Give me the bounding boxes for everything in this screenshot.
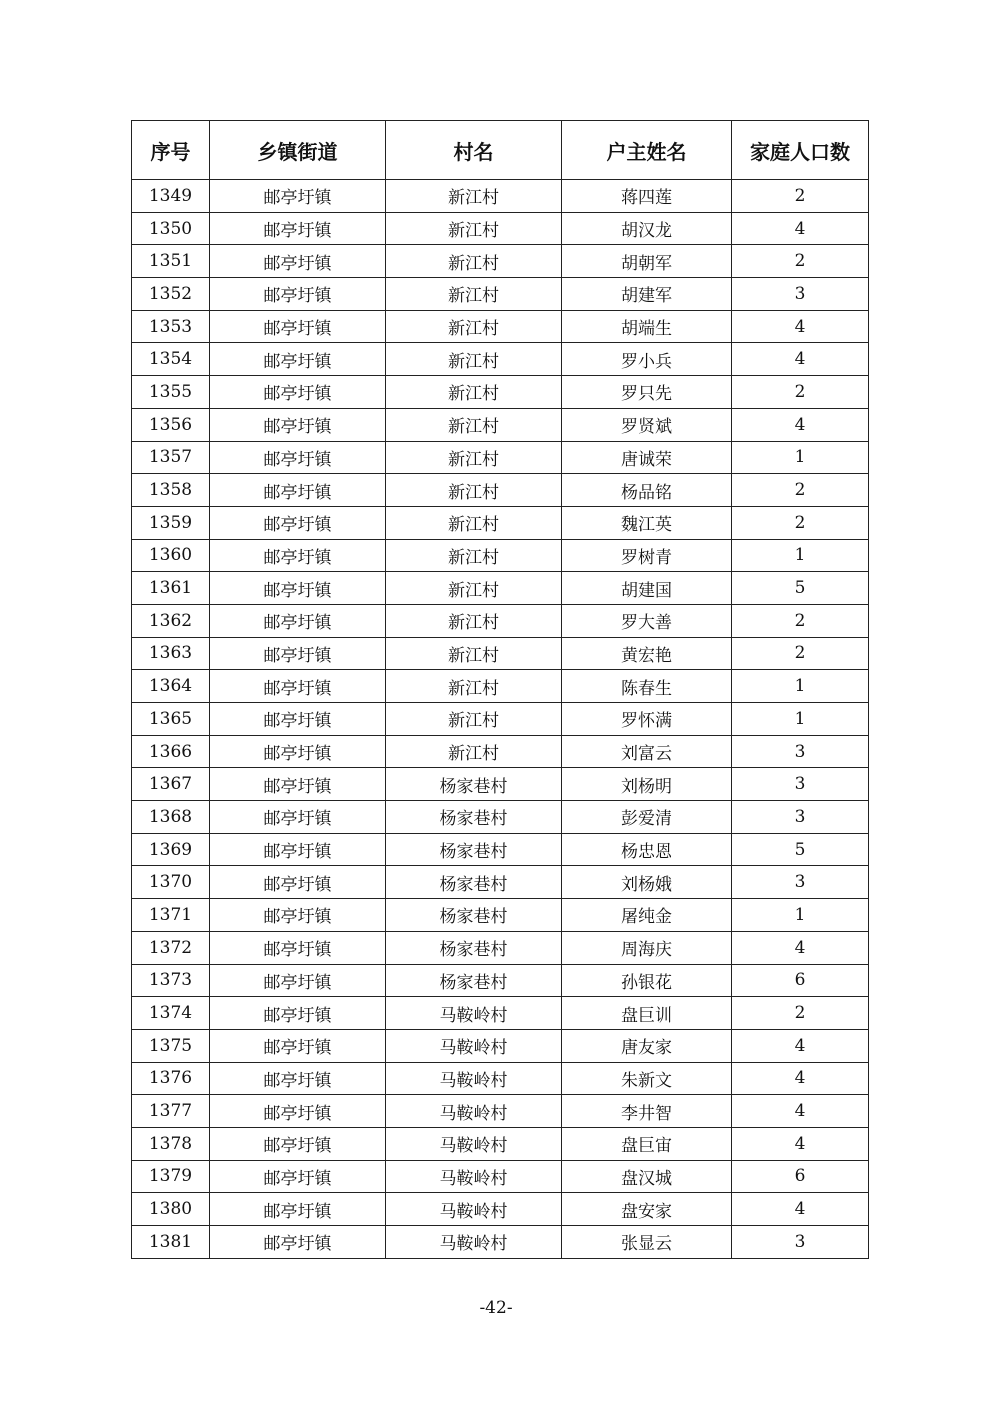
table-row: [132, 441, 869, 474]
town-cell: 邮亭圩镇: [210, 899, 386, 932]
householder-cell: 罗大善: [562, 604, 732, 637]
town-cell: 邮亭圩镇: [210, 212, 386, 245]
village-cell: 杨家巷村: [386, 931, 562, 964]
householder-cell: 盘巨宙: [562, 1127, 732, 1160]
village-cell: 新江村: [386, 604, 562, 637]
village-cell: 马鞍岭村: [386, 1029, 562, 1062]
serial-number-cell: 1372: [132, 931, 210, 964]
table-row: [132, 278, 869, 311]
village-cell: 新江村: [386, 278, 562, 311]
town-cell: 邮亭圩镇: [210, 1127, 386, 1160]
family-size-cell: 6: [732, 964, 869, 997]
town-cell: 邮亭圩镇: [210, 474, 386, 507]
family-size-cell: 2: [732, 604, 869, 637]
table-row: [132, 670, 869, 703]
table-row: [132, 931, 869, 964]
table-row: [132, 539, 869, 572]
town-cell: 邮亭圩镇: [210, 278, 386, 311]
village-cell: 马鞍岭村: [386, 997, 562, 1030]
table-row: [132, 833, 869, 866]
header-village-name: 村名: [386, 121, 562, 180]
village-cell: 杨家巷村: [386, 768, 562, 801]
family-size-cell: 6: [732, 1160, 869, 1193]
family-size-cell: 2: [732, 376, 869, 409]
header-row: [132, 121, 869, 180]
town-cell: 邮亭圩镇: [210, 801, 386, 834]
serial-number-cell: 1352: [132, 278, 210, 311]
serial-number-cell: 1376: [132, 1062, 210, 1095]
householder-cell: 盘安家: [562, 1193, 732, 1226]
village-cell: 新江村: [386, 670, 562, 703]
town-cell: 邮亭圩镇: [210, 1062, 386, 1095]
householder-cell: 周海庆: [562, 931, 732, 964]
serial-number-cell: 1354: [132, 343, 210, 376]
table-row: [132, 604, 869, 637]
village-cell: 杨家巷村: [386, 964, 562, 997]
serial-number-cell: 1369: [132, 833, 210, 866]
town-cell: 邮亭圩镇: [210, 637, 386, 670]
town-cell: 邮亭圩镇: [210, 768, 386, 801]
householder-cell: 黄宏艳: [562, 637, 732, 670]
serial-number-cell: 1379: [132, 1160, 210, 1193]
village-cell: 新江村: [386, 180, 562, 213]
family-size-cell: 4: [732, 310, 869, 343]
village-cell: 马鞍岭村: [386, 1160, 562, 1193]
village-cell: 新江村: [386, 506, 562, 539]
householder-cell: 蒋四莲: [562, 180, 732, 213]
family-size-cell: 2: [732, 245, 869, 278]
town-cell: 邮亭圩镇: [210, 310, 386, 343]
village-cell: 马鞍岭村: [386, 1095, 562, 1128]
family-size-cell: 1: [732, 703, 869, 736]
table-row: [132, 343, 869, 376]
town-cell: 邮亭圩镇: [210, 376, 386, 409]
town-cell: 邮亭圩镇: [210, 735, 386, 768]
village-cell: 新江村: [386, 572, 562, 605]
family-size-cell: 4: [732, 408, 869, 441]
householder-cell: 李井智: [562, 1095, 732, 1128]
serial-number-cell: 1351: [132, 245, 210, 278]
family-size-cell: 4: [732, 1193, 869, 1226]
family-size-cell: 3: [732, 278, 869, 311]
serial-number-cell: 1367: [132, 768, 210, 801]
village-cell: 马鞍岭村: [386, 1062, 562, 1095]
village-cell: 新江村: [386, 539, 562, 572]
family-size-cell: 1: [732, 670, 869, 703]
table-row: [132, 801, 869, 834]
serial-number-cell: 1370: [132, 866, 210, 899]
table-row: [132, 768, 869, 801]
family-size-cell: 4: [732, 212, 869, 245]
serial-number-cell: 1358: [132, 474, 210, 507]
householder-cell: 朱新文: [562, 1062, 732, 1095]
serial-number-cell: 1349: [132, 180, 210, 213]
family-size-cell: 5: [732, 572, 869, 605]
table-body: [132, 180, 869, 1259]
serial-number-cell: 1355: [132, 376, 210, 409]
serial-number-cell: 1365: [132, 703, 210, 736]
town-cell: 邮亭圩镇: [210, 604, 386, 637]
family-size-cell: 3: [732, 768, 869, 801]
table-row: [132, 964, 869, 997]
householder-cell: 杨忠恩: [562, 833, 732, 866]
village-cell: 新江村: [386, 310, 562, 343]
table-row: [132, 703, 869, 736]
town-cell: 邮亭圩镇: [210, 931, 386, 964]
householder-cell: 罗小兵: [562, 343, 732, 376]
serial-number-cell: 1368: [132, 801, 210, 834]
village-cell: 马鞍岭村: [386, 1226, 562, 1259]
village-cell: 杨家巷村: [386, 801, 562, 834]
serial-number-cell: 1381: [132, 1226, 210, 1259]
town-cell: 邮亭圩镇: [210, 245, 386, 278]
family-size-cell: 3: [732, 801, 869, 834]
family-size-cell: 4: [732, 1029, 869, 1062]
householder-cell: 张显云: [562, 1226, 732, 1259]
serial-number-cell: 1360: [132, 539, 210, 572]
family-size-cell: 1: [732, 899, 869, 932]
village-cell: 新江村: [386, 441, 562, 474]
serial-number-cell: 1361: [132, 572, 210, 605]
village-cell: 杨家巷村: [386, 866, 562, 899]
table-row: [132, 866, 869, 899]
village-cell: 新江村: [386, 376, 562, 409]
householder-cell: 唐友家: [562, 1029, 732, 1062]
householder-cell: 胡建军: [562, 278, 732, 311]
serial-number-cell: 1353: [132, 310, 210, 343]
table-row: [132, 408, 869, 441]
table-row: [132, 1193, 869, 1226]
town-cell: 邮亭圩镇: [210, 866, 386, 899]
householder-cell: 罗贤斌: [562, 408, 732, 441]
village-cell: 新江村: [386, 474, 562, 507]
table-header: [132, 121, 869, 180]
village-cell: 杨家巷村: [386, 833, 562, 866]
householder-cell: 杨品铭: [562, 474, 732, 507]
serial-number-cell: 1359: [132, 506, 210, 539]
table-row: [132, 310, 869, 343]
table-row: [132, 1062, 869, 1095]
householder-cell: 唐诚荣: [562, 441, 732, 474]
householder-cell: 罗树青: [562, 539, 732, 572]
family-size-cell: 5: [732, 833, 869, 866]
serial-number-cell: 1356: [132, 408, 210, 441]
town-cell: 邮亭圩镇: [210, 1193, 386, 1226]
householder-cell: 刘富云: [562, 735, 732, 768]
householder-cell: 胡朝军: [562, 245, 732, 278]
town-cell: 邮亭圩镇: [210, 833, 386, 866]
householder-cell: 屠纯金: [562, 899, 732, 932]
header-householder-name: 户主姓名: [562, 121, 732, 180]
householder-cell: 罗只先: [562, 376, 732, 409]
serial-number-cell: 1364: [132, 670, 210, 703]
family-size-cell: 4: [732, 1127, 869, 1160]
village-cell: 新江村: [386, 245, 562, 278]
serial-number-cell: 1371: [132, 899, 210, 932]
village-cell: 新江村: [386, 212, 562, 245]
serial-number-cell: 1374: [132, 997, 210, 1030]
householder-cell: 陈春生: [562, 670, 732, 703]
town-cell: 邮亭圩镇: [210, 441, 386, 474]
family-size-cell: 2: [732, 506, 869, 539]
town-cell: 邮亭圩镇: [210, 1029, 386, 1062]
serial-number-cell: 1378: [132, 1127, 210, 1160]
village-cell: 新江村: [386, 735, 562, 768]
serial-number-cell: 1375: [132, 1029, 210, 1062]
table-row: [132, 506, 869, 539]
family-size-cell: 3: [732, 866, 869, 899]
town-cell: 邮亭圩镇: [210, 343, 386, 376]
householder-cell: 盘巨训: [562, 997, 732, 1030]
family-size-cell: 2: [732, 180, 869, 213]
householder-cell: 胡建国: [562, 572, 732, 605]
table-row: [132, 1160, 869, 1193]
householder-cell: 刘杨娥: [562, 866, 732, 899]
householder-cell: 罗怀满: [562, 703, 732, 736]
family-size-cell: 4: [732, 343, 869, 376]
family-size-cell: 3: [732, 1226, 869, 1259]
family-size-cell: 3: [732, 735, 869, 768]
table-row: [132, 212, 869, 245]
town-cell: 邮亭圩镇: [210, 180, 386, 213]
family-size-cell: 2: [732, 474, 869, 507]
village-cell: 新江村: [386, 343, 562, 376]
serial-number-cell: 1350: [132, 212, 210, 245]
table-row: [132, 572, 869, 605]
family-size-cell: 1: [732, 539, 869, 572]
family-size-cell: 4: [732, 931, 869, 964]
town-cell: 邮亭圩镇: [210, 964, 386, 997]
town-cell: 邮亭圩镇: [210, 539, 386, 572]
town-cell: 邮亭圩镇: [210, 670, 386, 703]
householder-cell: 刘杨明: [562, 768, 732, 801]
serial-number-cell: 1366: [132, 735, 210, 768]
town-cell: 邮亭圩镇: [210, 997, 386, 1030]
table-row: [132, 899, 869, 932]
village-cell: 新江村: [386, 703, 562, 736]
town-cell: 邮亭圩镇: [210, 506, 386, 539]
serial-number-cell: 1363: [132, 637, 210, 670]
village-cell: 杨家巷村: [386, 899, 562, 932]
town-cell: 邮亭圩镇: [210, 1095, 386, 1128]
serial-number-cell: 1380: [132, 1193, 210, 1226]
table-row: [132, 1127, 869, 1160]
header-town-street: 乡镇街道: [210, 121, 386, 180]
family-size-cell: 4: [732, 1062, 869, 1095]
householder-cell: 孙银花: [562, 964, 732, 997]
householder-cell: 盘汉城: [562, 1160, 732, 1193]
table-row: [132, 376, 869, 409]
village-cell: 新江村: [386, 637, 562, 670]
town-cell: 邮亭圩镇: [210, 408, 386, 441]
table-row: [132, 735, 869, 768]
table-row: [132, 1029, 869, 1062]
table-row: [132, 180, 869, 213]
family-size-cell: 2: [732, 997, 869, 1030]
town-cell: 邮亭圩镇: [210, 572, 386, 605]
table-row: [132, 1226, 869, 1259]
householder-cell: 胡汉龙: [562, 212, 732, 245]
town-cell: 邮亭圩镇: [210, 703, 386, 736]
header-family-size: 家庭人口数: [732, 121, 869, 180]
page-number: -42-: [479, 1298, 513, 1318]
table-row: [132, 997, 869, 1030]
householder-cell: 彭爱清: [562, 801, 732, 834]
table-row: [132, 474, 869, 507]
household-table-container: [131, 120, 868, 1259]
table-row: [132, 637, 869, 670]
village-cell: 马鞍岭村: [386, 1127, 562, 1160]
town-cell: 邮亭圩镇: [210, 1226, 386, 1259]
serial-number-cell: 1357: [132, 441, 210, 474]
family-size-cell: 2: [732, 637, 869, 670]
village-cell: 新江村: [386, 408, 562, 441]
household-table: [131, 120, 869, 1259]
householder-cell: 胡端生: [562, 310, 732, 343]
header-serial-number: 序号: [132, 121, 210, 180]
serial-number-cell: 1377: [132, 1095, 210, 1128]
serial-number-cell: 1373: [132, 964, 210, 997]
table-row: [132, 1095, 869, 1128]
serial-number-cell: 1362: [132, 604, 210, 637]
family-size-cell: 4: [732, 1095, 869, 1128]
village-cell: 马鞍岭村: [386, 1193, 562, 1226]
town-cell: 邮亭圩镇: [210, 1160, 386, 1193]
householder-cell: 魏江英: [562, 506, 732, 539]
table-row: [132, 245, 869, 278]
family-size-cell: 1: [732, 441, 869, 474]
